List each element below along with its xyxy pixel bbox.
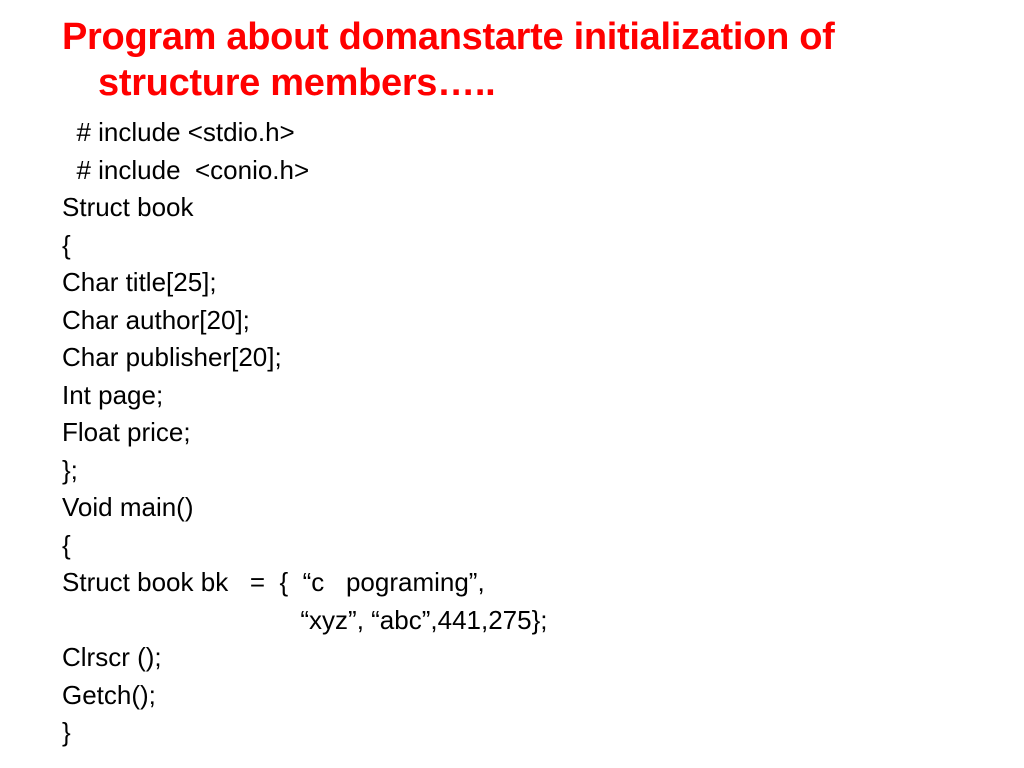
code-line-price-field: Float price; — [62, 417, 191, 447]
code-line-struct-book: Struct book — [62, 192, 194, 222]
code-line-clrscr: Clrscr (); — [62, 642, 162, 672]
code-line-initializer-start: Struct book bk = { “c pograming”, — [62, 567, 485, 597]
code-block — [62, 114, 962, 752]
code-line-include-stdio: # include <stdio.h> — [62, 117, 295, 147]
code-line-include-conio: # include <conio.h> — [62, 154, 310, 185]
code-line-title-field: Char title[25]; — [62, 267, 217, 297]
code-line-open-brace: { — [62, 229, 71, 260]
title-line-2: structure members….. — [98, 62, 496, 104]
code-line-initializer-end: “xyz”, “abc”,441,275}; — [62, 604, 548, 635]
code-line-publisher-field: Char publisher[20]; — [62, 342, 282, 372]
code-line-page-field: Int page; — [62, 379, 164, 410]
code-line-main-open-brace: { — [62, 529, 71, 560]
code-line-main-close-brace: } — [62, 717, 71, 747]
title-line-1: Program about domanstarte initialization of — [62, 16, 835, 58]
code-line-getch: Getch(); — [62, 679, 156, 710]
code-line-author-field: Char author[20]; — [62, 304, 250, 335]
code-line-main-signature: Void main() — [62, 492, 194, 522]
code-line-struct-close: }; — [62, 454, 78, 485]
slide-title — [62, 14, 962, 106]
